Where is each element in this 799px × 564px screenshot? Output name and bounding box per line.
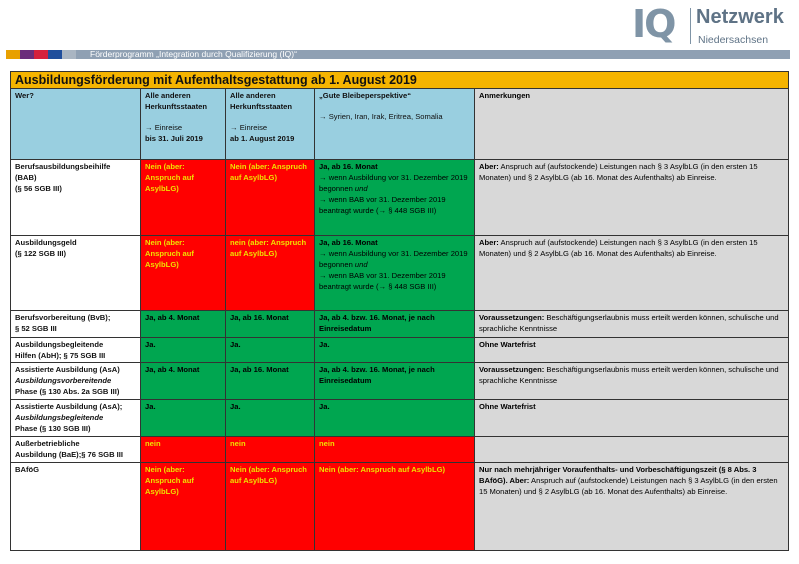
header-anmerkungen: Anmerkungen: [475, 89, 789, 160]
cell-asa-accomp-after: Ja.: [226, 400, 315, 437]
header-good-perspective: [315, 89, 475, 160]
row-label-text: Ausbildungsbegleitende: [15, 413, 104, 422]
note-text: Beschäftigungserlaubnis muss erteilt werden können, schulische und sprachliche Kenntnisse: [479, 313, 779, 333]
row-label-text: Ausbildungsbegleitende: [15, 340, 104, 349]
row-label-asa-accomp: [11, 400, 141, 437]
header-text: Alle anderen Herkunftsstaaten: [145, 91, 208, 111]
cell-bae-note: [475, 437, 789, 463]
header-text: „Gute Bleibeperspektive“: [319, 91, 412, 100]
cell-text: → wenn Ausbildung vor 31. Dezember 2019 begonnen: [319, 173, 468, 193]
row-label-bae: [11, 437, 141, 463]
row-label-text: (§ 122 SGB III): [15, 249, 67, 258]
cell-asa-prep-good: Ja, ab 4. bzw. 16. Monat, je nach Einreisedatum: [315, 363, 475, 400]
cell-asa-accomp-good: Ja.: [315, 400, 475, 437]
note-lead: Voraussetzungen:: [479, 365, 545, 374]
cell-asa-prep-after: Ja, ab 16. Monat: [226, 363, 315, 400]
cell-text: → wenn Ausbildung vor 31. Dezember 2019 begonnen: [319, 249, 468, 269]
note-text: Anspruch auf (aufstockende) Leistungen nach § 3 AsylbLG (in den ersten 15 Monaten) und § 2 AsylbLG (ab 16. Monat des Aufenthalts) ab Einreise.: [479, 162, 758, 182]
cell-bafoeg-before: Nein (aber: Anspruch auf AsylbLG): [141, 463, 226, 551]
cell-bafoeg-note: [475, 463, 789, 551]
cell-asa-prep-before: Ja, ab 4. Monat: [141, 363, 226, 400]
cell-text: Ja, ab 16. Monat: [319, 238, 378, 247]
funding-table: [10, 71, 789, 551]
cell-bvb-note: [475, 311, 789, 338]
cell-text: Ja, ab 16. Monat: [319, 162, 378, 171]
cell-bab-before: Nein (aber: Anspruch auf AsylbLG): [141, 160, 226, 236]
cell-bab-note: [475, 160, 789, 236]
logo-name: Netzwerk: [696, 6, 784, 28]
header-after-aug: [226, 89, 315, 160]
cell-bafoeg-after: Nein (aber: Anspruch auf AsylbLG): [226, 463, 315, 551]
cell-asa-accomp-before: Ja.: [141, 400, 226, 437]
cell-abg-good: [315, 236, 475, 311]
program-label: Förderprogramm „Integration durch Qualifizierung (IQ)“: [90, 49, 297, 59]
cell-abh-after: Ja.: [226, 338, 315, 363]
table-row: [11, 463, 789, 551]
cell-abg-note: [475, 236, 789, 311]
cell-text: → wenn BAB vor 31. Dezember 2019 beantragt wurde (→ § 448 SGB III): [319, 271, 446, 291]
note-text: Anspruch auf (aufstockende) Leistungen nach § 3 AsylbLG (in den ersten 15 Monaten) und § 2 AsylbLG (ab 16. Monat des Aufenthalts) ab Einreise.: [479, 238, 758, 258]
program-bar: [6, 50, 790, 59]
header-text: → Syrien, Iran, Irak, Eritrea, Somalia: [319, 112, 443, 121]
iq-logo-mark: IQ: [632, 2, 675, 46]
row-label-text: Hilfen (AbH); § 75 SGB III: [15, 351, 106, 360]
note-text: Anspruch auf (aufstockende) Leistungen nach § 3 AsylbLG (in den ersten 15 Monaten) und § 2 AsylbLG (ab 16. Monat des Aufenthalts) ab Einreise.: [479, 476, 778, 496]
row-label-text: Phase (§ 130 Abs. 2a SGB III): [15, 387, 120, 396]
header-before-aug: [141, 89, 226, 160]
cell-bae-before: nein: [141, 437, 226, 463]
table-row: [11, 236, 789, 311]
row-label-bafoeg: BAföG: [11, 463, 141, 551]
cell-bae-after: nein: [226, 437, 315, 463]
row-label-abg: [11, 236, 141, 311]
table-title-row: [11, 72, 789, 89]
cell-abh-before: Ja.: [141, 338, 226, 363]
row-label-text: (§ 56 SGB III): [15, 184, 62, 193]
row-label-text: (BAB): [15, 173, 37, 182]
row-label-text: Ausbildungsgeld: [15, 238, 77, 247]
table-row: [11, 338, 789, 363]
cell-bvb-before: Ja, ab 4. Monat: [141, 311, 226, 338]
row-label-text: Assistierte Ausbildung (AsA);: [15, 402, 123, 411]
color-segment-grey: [62, 50, 76, 59]
cell-text: und: [354, 184, 368, 193]
cell-bae-good: nein: [315, 437, 475, 463]
row-label-text: Berufsvorbereitung (BvB);: [15, 313, 111, 322]
table-row: [11, 400, 789, 437]
row-label-asa-prep: [11, 363, 141, 400]
iq-netzwerk-logo: [630, 4, 795, 48]
row-label-text: Ausbildung (BaE);§ 76 SGB III: [15, 450, 124, 459]
cell-bvb-after: Ja, ab 16. Monat: [226, 311, 315, 338]
table-row: [11, 311, 789, 338]
color-segment-red: [34, 50, 48, 59]
table-header-row: [11, 89, 789, 160]
logo-divider: [690, 8, 691, 44]
row-label-bab: [11, 160, 141, 236]
cell-abh-note: Ohne Wartefrist: [475, 338, 789, 363]
cell-bab-after: Nein (aber: Anspruch auf AsylbLG): [226, 160, 315, 236]
row-label-text: Außerbetriebliche: [15, 439, 80, 448]
color-segment-purple: [20, 50, 34, 59]
cell-abg-after: nein (aber: Anspruch auf AsylbLG): [226, 236, 315, 311]
table-row: [11, 363, 789, 400]
cell-text: → wenn BAB vor 31. Dezember 2019 beantragt wurde (→ § 448 SGB III): [319, 195, 446, 215]
row-label-text: Phase (§ 130 SGB III): [15, 424, 91, 433]
cell-abh-good: Ja.: [315, 338, 475, 363]
note-lead: Aber:: [479, 162, 499, 171]
cell-bvb-good: Ja, ab 4. bzw. 16. Monat, je nach Einreisedatum: [315, 311, 475, 338]
note-lead: Aber:: [479, 238, 499, 247]
table-title: Ausbildungsförderung mit Aufenthaltsgestattung ab 1. August 2019: [11, 72, 789, 89]
row-label-abh: [11, 338, 141, 363]
row-label-text: § 52 SGB III: [15, 324, 57, 333]
header-text: bis 31. Juli 2019: [145, 134, 203, 143]
logo-region: Niedersachsen: [698, 34, 769, 46]
note-lead: Nur nach mehrjähriger Voraufenthalts- und Vorbeschäftigungszeit (§ 8 Abs. 3 BAföG). Aber:: [479, 465, 757, 485]
note-text: Beschäftigungserlaubnis muss erteilt werden können, schulische und sprachliche Kenntnisse: [479, 365, 779, 385]
color-segment-blue: [48, 50, 62, 59]
table-row: [11, 437, 789, 463]
cell-asa-prep-note: [475, 363, 789, 400]
cell-abg-before: Nein (aber: Anspruch auf AsylbLG): [141, 236, 226, 311]
header-text: → Einreise: [230, 123, 268, 132]
table-row: [11, 160, 789, 236]
row-label-text: Assistierte Ausbildung (AsA): [15, 365, 120, 374]
row-label-bvb: [11, 311, 141, 338]
color-segment-orange: [6, 50, 20, 59]
header-wer: Wer?: [11, 89, 141, 160]
cell-text: und: [354, 260, 368, 269]
header-text: Alle anderen Herkunftsstaaten: [230, 91, 293, 111]
row-label-text: Ausbildungsvorbereitende: [15, 376, 112, 385]
cell-bafoeg-good: Nein (aber: Anspruch auf AsylbLG): [315, 463, 475, 551]
header-text: → Einreise: [145, 123, 183, 132]
row-label-text: Berufsausbildungsbeihilfe: [15, 162, 111, 171]
note-lead: Voraussetzungen:: [479, 313, 545, 322]
cell-asa-accomp-note: Ohne Wartefrist: [475, 400, 789, 437]
header-text: ab 1. August 2019: [230, 134, 295, 143]
cell-bab-good: [315, 160, 475, 236]
